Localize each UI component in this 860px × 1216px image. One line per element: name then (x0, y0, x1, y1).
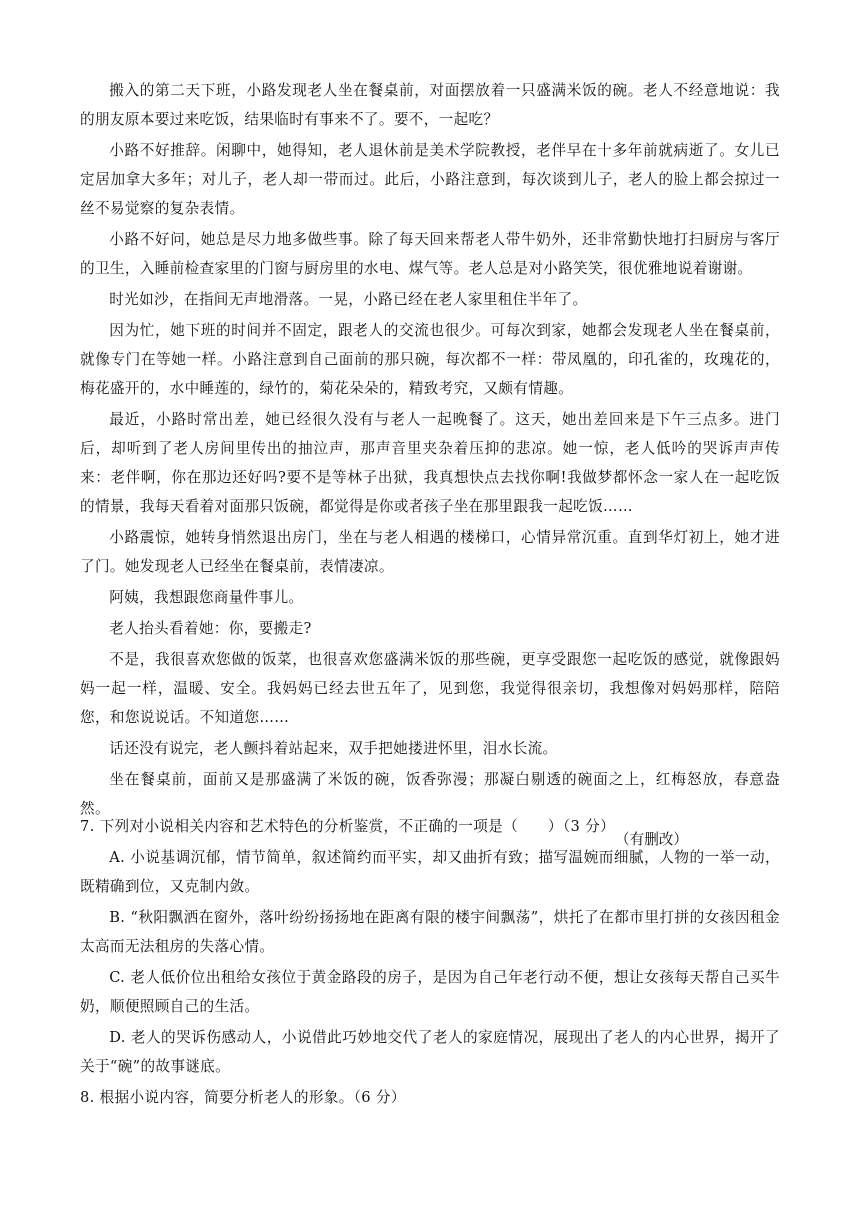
question-7-option-d: D. 老人的哭诉伤感动人，小说借此巧妙地交代了老人的家庭情况，展现出了老人的内心世界，揭开了关于“碗”的故事谜底。 (80, 1029, 780, 1075)
source-note: （有删改） (615, 831, 688, 848)
story-paragraph: 小路不好推辞。闲聊中，她得知，老人退休前是美术学院教授，老伴早在十多年前就病逝了。女儿已定居加拿大多年；对儿子，老人却一带而过。此后，小路注意到，每次谈到儿子，老人的脸上都会掠过一丝不易觉察的复杂表情。 (80, 142, 780, 217)
story-paragraph: 最近，小路时常出差，她已经很久没有与老人一起晚餐了。这天，她出差回来是下午三点多。进门后，却听到了老人房间里传出的抽泣声，那声音里夹杂着压抑的悲凉。她一惊，老人低吟的哭诉声声传来：老伴啊，你在那边还好吗?要不是等林子出狱，我真想快点去找你啊!我做梦都怀念一家人在一起吃饭的情景，我每天看着对面那只饭碗，都觉得是你或者孩子坐在那里跟我一起吃饭…… (80, 411, 780, 515)
story-paragraph: 搬入的第二天下班，小路发现老人坐在餐桌前，对面摆放着一只盛满米饭的碗。老人不经意地说：我的朋友原本要过来吃饭，结果临时有事来不了。要不，一起吃？ (80, 82, 780, 128)
story-passage (80, 76, 780, 858)
question-7-option-a: A. 小说基调沉郁，情节简单，叙述简约而平实，却又曲折有致；描写温婉而细腻，人物的一举一动，既精确到位，又克制内敛。 (80, 849, 780, 895)
story-paragraph: 时光如沙，在指间无声地滑落。一晃，小路已经在老人家里租住半年了。 (109, 291, 588, 308)
story-paragraph: 老人抬头看着她：你，要搬走? (109, 620, 312, 637)
questions-section (80, 812, 780, 1114)
question-8-title: 8. 根据小说内容，简要分析老人的形象。（6 分） (80, 1089, 406, 1106)
story-paragraph: 因为忙，她下班的时间并不固定，跟老人的交流也很少。可每次到家，她都会发现老人坐在餐桌前，就像专门在等她一样。小路注意到自己面前的那只碗，每次都不一样：带凤凰的，印孔雀的，玫瑰花的，梅花盛开的，水中睡莲的，绿竹的，菊花朵朵的，精致考究，又颇有情趣。 (80, 322, 780, 397)
story-paragraph: 话还没有说完，老人颤抖着站起来，双手把她搂进怀里，泪水长流。 (109, 740, 558, 757)
story-paragraph: 坐在餐桌前，面前又是那盛满了米饭的碗，饭香弥漫；那凝白剔透的碗面之上，红梅怒放，春意盎然。 (80, 771, 780, 817)
story-paragraph: 小路不好问，她总是尽力地多做些事。除了每天回来帮老人带牛奶外，还非常勤快地打扫厨房与客厅的卫生，入睡前检查家里的门窗与厨房里的水电、煤气等。老人总是对小路笑笑，很优雅地说着谢谢。 (80, 231, 780, 277)
question-7-title: 7. 下列对小说相关内容和艺术特色的分析鉴赏，不正确的一项是（ ）（3 分） (80, 818, 616, 835)
story-paragraph: 阿姨，我想跟您商量件事儿。 (109, 589, 304, 606)
story-paragraph: 小路震惊，她转身悄然退出房门，坐在与老人相遇的楼梯口，心情异常沉重。直到华灯初上，她才进了门。她发现老人已经坐在餐桌前，表情凄凉。 (80, 529, 780, 575)
story-paragraph: 不是，我很喜欢您做的饭菜，也很喜欢您盛满米饭的那些碗，更享受跟您一起吃饭的感觉，就像跟妈妈一起一样，温暖、安全。我妈妈已经去世五年了，见到您，我觉得很亲切，我想像对妈妈那样，陪陪您，和您说说话。不知道您…… (80, 651, 780, 726)
question-7-option-b: B. “秋阳飘洒在窗外，落叶纷纷扬扬地在距离有限的楼宇间飘荡”，烘托了在都市里打拼的女孩因租金太高而无法租房的失落心情。 (80, 909, 780, 955)
question-7-option-c: C. 老人低价位出租给女孩位于黄金路段的房子，是因为自己年老行动不便，想让女孩每天帮自己买牛奶，顺便照顾自己的生活。 (80, 969, 780, 1015)
